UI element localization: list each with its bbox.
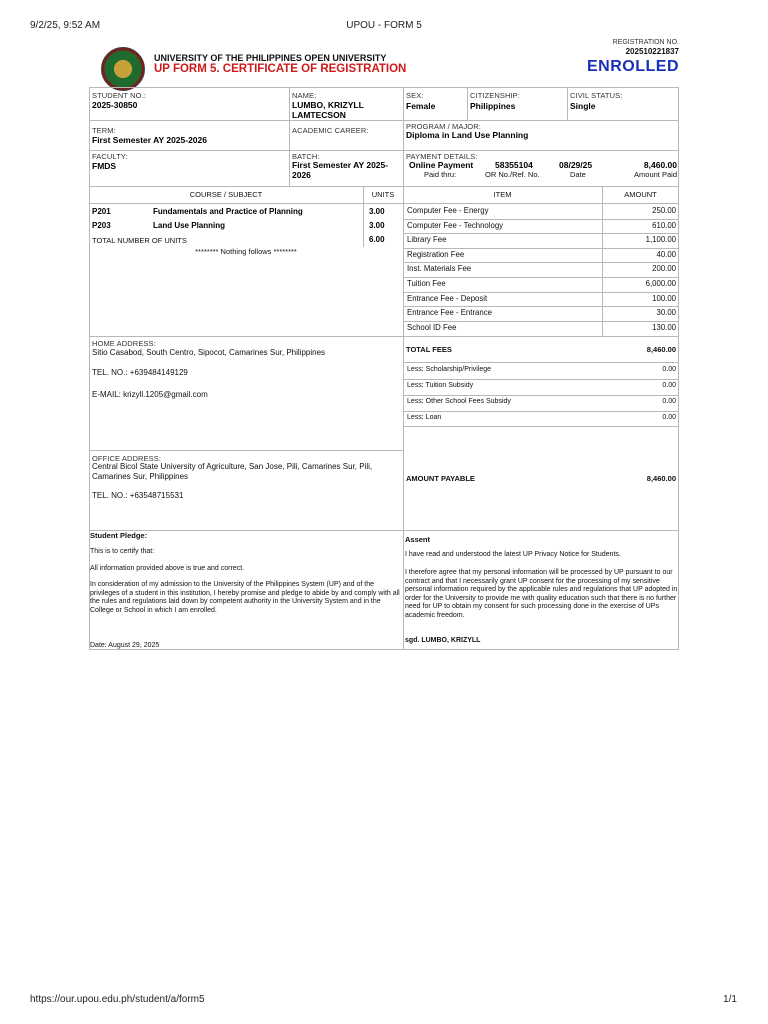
fee-amount: 30.00 [656,308,676,318]
less-item: Less: Other School Fees Subsidy [407,398,511,405]
fee-row [405,292,678,307]
assent-title: Assent [405,535,431,544]
assent-signature: sgd. LUMBO, KRIZYLL [405,637,481,644]
less-item: Less: Tuition Subsidy [407,382,474,389]
print-page-title: UPOU - FORM 5 [346,20,422,31]
fee-item: Library Fee [407,235,447,245]
home-address-value: Sitio Casabod, South Centro, Sipocot, Camarines Sur, Philippines [92,348,326,357]
course-title: Fundamentals and Practice of Planning [153,207,303,216]
print-url[interactable]: https://our.upou.edu.ph/student/a/form5 [30,994,205,1005]
fee-amount: 1,100.00 [645,235,676,245]
civil-status-label: CIVIL STATUS: [570,91,623,100]
pledge-line-2: All information provided above is true and correct. [90,565,245,572]
civil-status-value: Single [570,101,596,111]
university-name: UNIVERSITY OF THE PHILIPPINES OPEN UNIVERSITY [154,53,387,63]
sex-value: Female [406,101,436,111]
total-units-value: 6.00 [369,235,385,244]
less-amount: 0.00 [662,366,676,373]
less-row [405,379,678,394]
course-title: Land Use Planning [153,221,226,230]
payment-ref-no: 58355104 [495,160,533,170]
less-item: Less: Scholarship/Privilege [407,366,492,373]
item-header: ITEM [493,190,512,199]
sex-label: SEX: [406,91,424,100]
fee-amount: 130.00 [652,322,676,332]
office-address-label: OFFICE ADDRESS: [92,454,162,463]
registration-number: 202510221837 [625,47,679,56]
form-title: UP FORM 5. CERTIFICATE OF REGISTRATION [154,63,407,75]
fee-row [405,321,678,336]
fee-amount: 6,000.00 [645,279,676,288]
fee-row [405,306,678,321]
paid-thru-caption: Paid thru: [424,170,457,179]
fee-row [405,262,678,277]
payment-method: Online Payment [409,160,474,170]
fee-item: School ID Fee [407,322,457,332]
term-label: TERM: [92,126,116,135]
less-row [405,411,678,426]
course-code: P203 [92,221,111,230]
payment-details-label: PAYMENT DETAILS: [406,152,478,161]
total-fees-label: TOTAL FEES [406,345,452,354]
student-no-value: 2025-30850 [92,100,138,110]
home-address-label: HOME ADDRESS: [92,339,156,348]
fee-amount: 200.00 [652,264,676,274]
amount-payable-label: AMOUNT PAYABLE [406,474,475,483]
course-units: 3.00 [369,221,385,230]
course-units: 3.00 [369,207,385,216]
assent-line-1: I have read and understood the latest UP Privacy Notice for Students. [405,551,621,558]
course-subject-header: COURSE / SUBJECT [189,190,263,199]
program-label: PROGRAM / MAJOR: [406,122,481,131]
batch-label: BATCH: [292,152,320,161]
citizenship-label: CITIZENSHIP: [470,91,520,100]
ref-no-caption: OR No./Ref. No. [485,170,540,179]
assent-paragraph: I therefore agree that my personal information will be processed by UP pursuant to our contract and that I necessarily grant UP consent for the processing of my sensitive personal information required by the applicable rules and regulations that UP adopted in order for the University to provide me with quality education such that there is no further need for UP to obtain my consent for such processing done in the exercise of UPs academic freedom. [405,569,678,619]
faculty-value: FMDS [92,161,117,171]
tel-no: TEL. NO.: +639484149129 [92,368,188,377]
date-caption: Date [570,170,586,179]
student-no-label: STUDENT NO.: [92,91,146,100]
fee-row [405,277,678,292]
less-amount: 0.00 [662,382,676,389]
less-amount: 0.00 [662,398,676,405]
fee-item: Entrance Fee - Entrance [407,308,492,318]
fee-item: Computer Fee - Energy [407,206,489,215]
amount-payable-value: 8,460.00 [646,474,676,483]
fee-row [405,248,678,263]
units-header: UNITS [371,190,395,199]
program-value: Diploma in Land Use Planning [406,130,529,140]
less-amount: 0.00 [662,414,676,421]
fee-amount: 250.00 [652,206,676,215]
fee-item: Computer Fee - Technology [407,220,504,230]
payment-amount: 8,460.00 [643,160,677,170]
fee-row [405,219,678,234]
faculty-label: FACULTY: [92,152,128,161]
fee-row [405,233,678,248]
print-page-number: 1/1 [723,994,737,1005]
nothing-follows: ******** Nothing follows ******** [195,247,297,256]
office-tel-no: TEL. NO.: +63548715531 [92,491,184,500]
fee-item: Tuition Fee [407,279,446,288]
email: E-MAIL: krizyll.1205@gmail.com [92,390,208,399]
batch-value: First Semester AY 2025-2026 [292,160,389,180]
office-address-value: Central Bicol State University of Agriculture, San Jose, Pili, Camarines Sur, Pili, Camarines Sur, Philippines [92,462,373,481]
pledge-paragraph: In consideration of my admission to the University of the Philippines System (UP) and of the privileges of a student in this institution, I hereby promise and pledge to abide by and comply with all the rules and regulations laid down by competent authority in the University System and in the College or School in which I am enrolled. [90,581,400,614]
term-value: First Semester AY 2025-2026 [92,135,207,145]
name-value: LUMBO, KRIZYLL LAMTECSON [292,100,364,120]
course-code: P201 [92,207,111,216]
payment-date: 08/29/25 [559,160,593,170]
pledge-date: Date: August 29, 2025 [90,642,160,649]
up-seal-logo [101,47,145,91]
fee-row [405,204,678,219]
fee-amount: 100.00 [652,293,676,303]
fee-item: Inst. Materials Fee [407,264,472,274]
pledge-title: Student Pledge: [90,531,148,540]
total-fees-value: 8,460.00 [646,345,676,354]
less-item: Less: Loan [407,414,442,421]
fee-item: Registration Fee [407,249,465,259]
registration-label: REGISTRATION NO. [612,39,679,46]
fee-amount: 610.00 [652,220,676,230]
print-datetime: 9/2/25, 9:52 AM [30,20,101,31]
citizenship-value: Philippines [470,101,516,111]
academic-career-label: ACADEMIC CAREER: [292,126,369,135]
amount-header: AMOUNT [624,190,657,199]
fee-amount: 40.00 [656,249,676,259]
pledge-line-1: This is to certify that: [90,548,155,555]
total-units-label: TOTAL NUMBER OF UNITS [92,236,187,245]
less-row [405,395,678,410]
enrollment-status: ENROLLED [587,58,679,75]
name-label: NAME: [292,91,317,100]
less-row [405,363,678,378]
amount-paid-caption: Amount Paid [634,170,677,179]
fee-item: Entrance Fee - Deposit [407,293,488,303]
